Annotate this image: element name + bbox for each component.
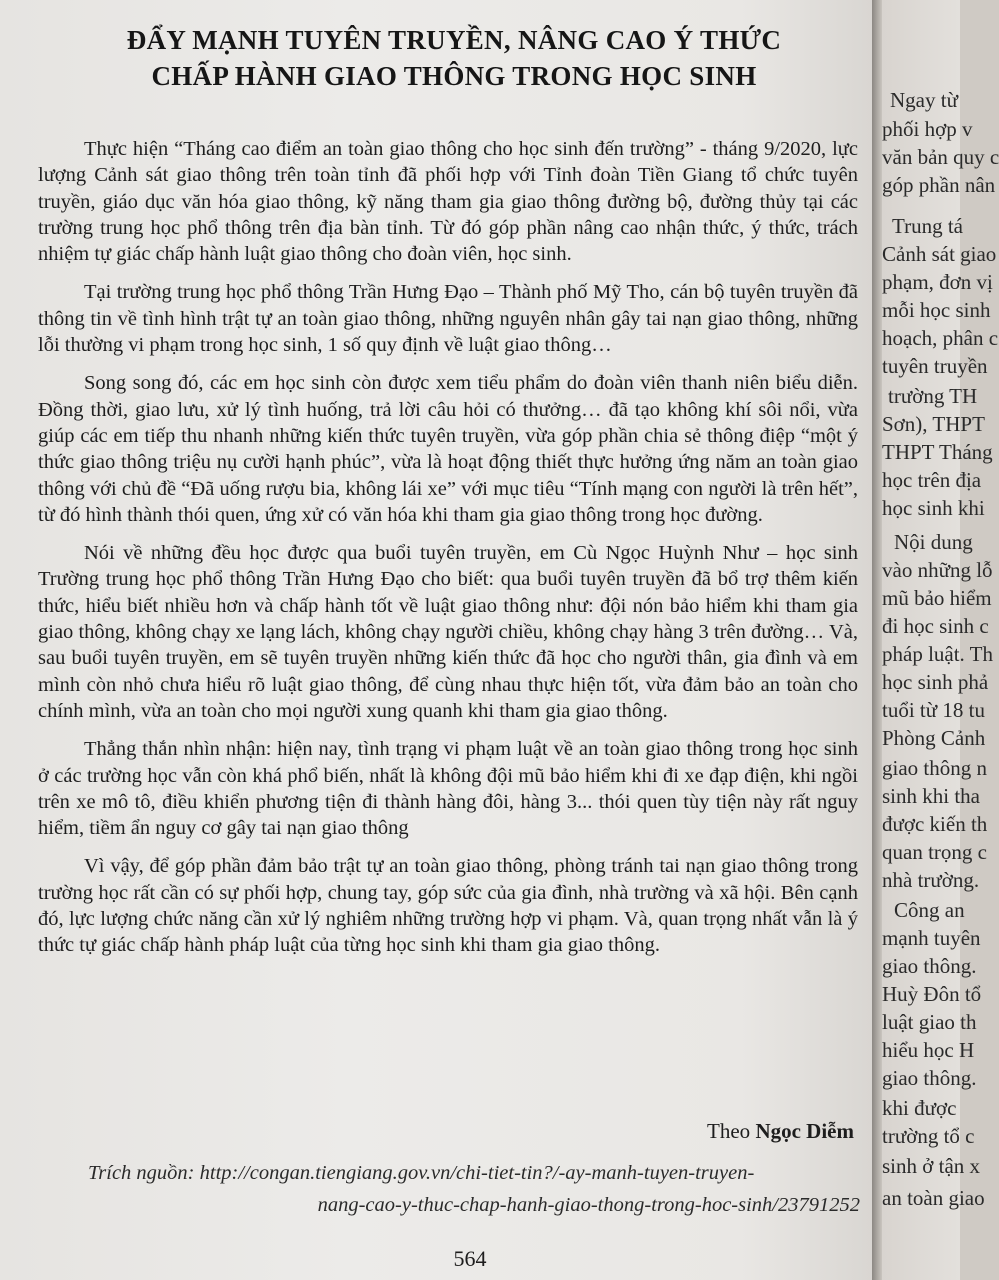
facing-page-edge <box>882 0 999 1280</box>
source-citation <box>40 1157 860 1221</box>
facing-page-text-fragment: hiểu học H <box>882 1038 975 1062</box>
facing-page-text-fragment: Trung tá <box>892 214 963 238</box>
paragraph: Song song đó, các em học sinh còn được xem tiểu phẩm do đoàn viên thanh niên biểu diễn. Đồng thời, giao lưu, xử lý tình huống, trả lời câu hỏi có thưởng… đã tạo không khí sôi nổi, vừa giúp các em tiếp thu nhanh những kiến thức tuyên truyền, vừa góp phần chia sẻ thông điệp “một ý thức giao thông triệu nụ cười hạnh phúc”, vừa là hoạt động thiết thực hưởng ứng năm an toàn giao thông với chủ đề “Đã uống rượu bia, không lái xe” với mục tiêu “Tính mạng con người là trên hết”, từ đó hình thành thói quen, ứng xử có văn hóa khi tham gia giao thông trong học đường. <box>38 372 858 526</box>
author-credit <box>454 1119 854 1144</box>
facing-page-text-fragment: nhà trường. <box>882 868 980 892</box>
facing-page-text-fragment: giao thông. <box>882 954 977 978</box>
title-line-1: ĐẨY MẠNH TUYÊN TRUYỀN, NÂNG CAO Ý THỨC <box>126 25 782 55</box>
facing-page-text-fragment: học trên địa <box>882 468 982 492</box>
facing-page-text-fragment: trường TH <box>888 384 978 408</box>
facing-page-text-fragment: Công an <box>894 898 965 922</box>
article-body <box>38 136 858 971</box>
facing-page-text-fragment: tuổi từ 18 tu <box>882 698 985 722</box>
source-label: Trích nguồn: <box>88 1162 195 1184</box>
facing-page-text-fragment: luật giao th <box>882 1010 977 1034</box>
credit-author: Ngọc Diễm <box>755 1119 854 1143</box>
facing-page-text-fragment: trường tổ c <box>882 1124 975 1148</box>
title-line-2: CHẤP HÀNH GIAO THÔNG TRONG HỌC SINH <box>151 61 757 91</box>
facing-page-text-fragment: văn bản quy c <box>882 145 999 169</box>
paragraph: Nói về những đều học được qua buổi tuyên truyền, em Cù Ngọc Huỳnh Như – học sinh Trường trung học phổ thông Trần Hưng Đạo cho biết: qua buổi tuyên truyền đã bổ trợ thêm kiến thức, hiểu biết nhiều hơn và chấp hành tốt về luật giao thông như: đội nón bảo hiểm khi tham gia giao thông, không chạy xe lạng lách, không chạy người chiều, không chạy hàng 3 trên đường… Và, sau buổi tuyên truyền, em sẽ tuyên truyền những kiến thức đã học cho người thân, gia đình và em mình còn nhỏ chưa hiểu rõ luật giao thông, để cùng nhau thực hiện tốt, vừa đảm bảo an toàn cho chính mình, vừa an toàn cho mọi người xung quanh khi tham gia giao thông. <box>38 542 858 722</box>
facing-page-text-fragment: mỗi học sinh <box>882 298 991 322</box>
facing-page-text-fragment: Sơn), THPT <box>882 412 985 436</box>
facing-page-text-fragment: THPT Tháng <box>882 440 993 464</box>
page-number: 564 <box>453 1246 487 1271</box>
facing-page-text-fragment: quan trọng c <box>882 840 987 864</box>
source-line-1 <box>40 1157 860 1189</box>
credit-prefix: Theo <box>707 1119 751 1143</box>
facing-page-text-fragment: tuyên truyền <box>882 354 988 378</box>
facing-page-text-fragment: mạnh tuyên <box>882 926 981 950</box>
facing-page-text-fragment: đi học sinh c <box>882 614 989 638</box>
article-title <box>40 22 868 94</box>
facing-page-text-fragment: Huỳ Đôn tổ <box>882 982 982 1006</box>
facing-page-text-fragment: sinh ở tận x <box>882 1154 981 1178</box>
facing-page-text-fragment: Nội dung <box>894 530 973 554</box>
paragraph: Vì vậy, để góp phần đảm bảo trật tự an toàn giao thông, phòng tránh tai nạn giao thông trong trường học rất cần có sự phối hợp, chung tay, góp sức của gia đình, nhà trường và xã hội. Bên cạnh đó, lực lượng chức năng cần xử lý nghiêm những trường hợp vi phạm. Và, quan trọng nhất vẫn là ý thức tự giác chấp hành pháp luật của từng học sinh khi tham gia giao thông. <box>38 855 858 957</box>
paragraph: Tại trường trung học phổ thông Trần Hưng Đạo – Thành phố Mỹ Tho, cán bộ tuyên truyền đã thông tin về tình hình trật tự an toàn giao thông, những nguyên nhân gây tai nạn giao thông, những lỗi thường vi phạm trong học sinh, 1 số quy định về luật giao thông… <box>38 281 858 357</box>
facing-page-text-fragment: Phòng Cảnh <box>882 726 986 750</box>
facing-page-text-fragment: giao thông. <box>882 1066 977 1090</box>
facing-page-text-fragment: học sinh khi <box>882 496 985 520</box>
source-url-part-1: http://congan.tiengiang.gov.vn/chi-tiet-tin?/-ay-manh-tuyen-truyen- <box>199 1162 755 1184</box>
book-gutter <box>872 0 882 1280</box>
paragraph: Thực hiện “Tháng cao điểm an toàn giao thông cho học sinh đến trường” - tháng 9/2020, lực lượng Cảnh sát giao thông trên toàn tỉnh đã phối hợp với Tỉnh đoàn Tiền Giang tổ chức tuyên truyền, giáo dục văn hóa giao thông, kỹ năng tham gia giao thông đường bộ, đường thủy tại các trường trung học phổ thông trên địa bàn tỉnh. Từ đó góp phần nâng cao nhận thức, ý thức, trách nhiệm tự giác chấp hành luật giao thông cho đoàn viên, học sinh. <box>38 138 858 266</box>
facing-page-text-fragment: an toàn giao <box>882 1186 985 1210</box>
facing-page-text-fragment: Cảnh sát giao <box>882 242 997 266</box>
facing-page-text-fragment: giao thông n <box>882 756 987 780</box>
facing-page-text-fragment: học sinh phả <box>882 670 989 694</box>
facing-page-text-fragment: phạm, đơn vị <box>882 270 993 294</box>
facing-page-text-fragment: được kiến th <box>882 812 988 836</box>
facing-page-text-fragment: sinh khi tha <box>882 784 980 808</box>
source-url-part-2: nang-cao-y-thuc-chap-hanh-giao-thong-trong-hoc-sinh/23791252 <box>317 1194 860 1216</box>
paragraph: Thẳng thắn nhìn nhận: hiện nay, tình trạng vi phạm luật về an toàn giao thông trong học sinh ở các trường học vẫn còn khá phổ biến, nhất là không đội mũ bảo hiểm khi đi xe đạp điện, khi ngồi trên xe mô tô, điều khiển phương tiện đi thành hàng đôi, hàng 3... thói quen tùy tiện này rất nguy hiểm, tiềm ẩn nguy cơ gây tai nạn giao thông <box>38 738 858 840</box>
facing-page-text-fragment: mũ bảo hiểm <box>882 586 992 610</box>
facing-page-text-fragment: Ngay từ <box>890 88 958 112</box>
facing-page-text-fragment: phối hợp v <box>882 117 973 141</box>
facing-page-text-fragment: góp phần nân <box>882 173 996 197</box>
facing-page-text-fragment: khi được <box>882 1096 957 1120</box>
facing-page-text-fragment: pháp luật. Th <box>882 642 994 666</box>
facing-page-text-fragment: vào những lỗ <box>882 558 993 582</box>
facing-page-text-fragment: hoạch, phân c <box>882 326 999 350</box>
